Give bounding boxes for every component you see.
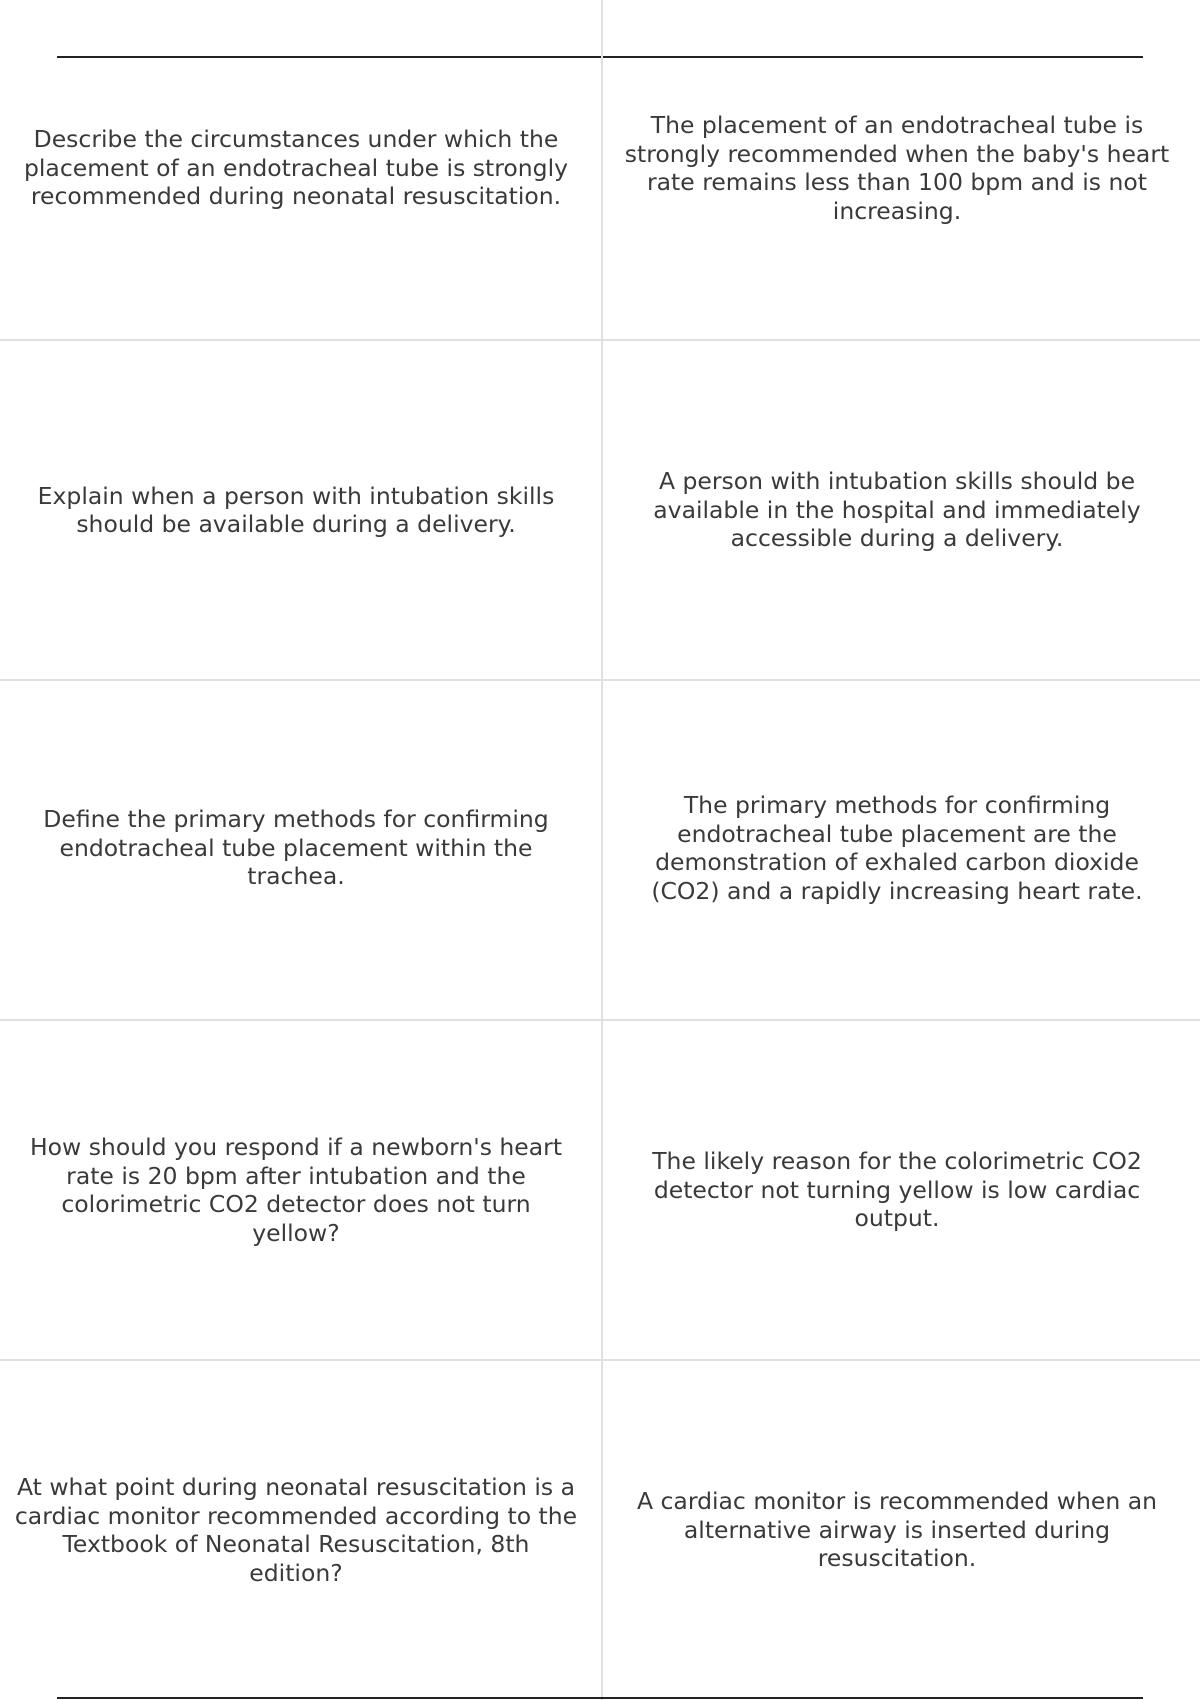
question-text: Define the primary methods for confirming endotracheal tube placement within the trachea. (43, 805, 549, 891)
card-answer (612, 420, 1182, 600)
answer-text: A person with intubation skills should be available in the hospital and immediately accessible during a delivery. (653, 467, 1141, 553)
top-rule (57, 56, 1143, 58)
card-question (8, 78, 584, 258)
answer-text: The likely reason for the colorimetric CO2 detector not turning yellow is low cardiac output. (652, 1147, 1142, 1233)
question-text: How should you respond if a newborn's heart rate is 20 bpm after intubation and the colorimetric CO2 detector does not turn yellow? (29, 1133, 563, 1247)
card-question (8, 758, 584, 938)
row-divider (0, 1019, 1200, 1021)
answer-text: The placement of an endotracheal tube is strongly recommended when the baby's heart rate remains less than 100 bpm and is not increasing. (624, 111, 1170, 225)
row-divider (0, 679, 1200, 681)
card-answer (612, 758, 1182, 938)
row-divider (0, 339, 1200, 341)
column-divider (601, 0, 603, 1700)
answer-text: A cardiac monitor is recommended when an alternative airway is inserted during resuscitation. (636, 1487, 1158, 1573)
question-text: Describe the circumstances under which the placement of an endotracheal tube is strongly recommended during neonatal resuscitation. (23, 125, 569, 211)
card-question (8, 1100, 584, 1280)
answer-text: The primary methods for confirming endotracheal tube placement are the demonstration of exhaled carbon dioxide (CO2) and a rapidly increasing heart rate. (651, 791, 1143, 905)
card-answer (612, 78, 1182, 258)
question-text: Explain when a person with intubation skills should be available during a delivery. (37, 481, 555, 538)
question-text: At what point during neonatal resuscitation is a cardiac monitor recommended according to the Textbook of Neonatal Resuscitation, 8th edition? (14, 1473, 578, 1587)
card-answer (612, 1440, 1182, 1620)
bottom-rule (57, 1697, 1143, 1699)
card-answer (612, 1100, 1182, 1280)
card-question (8, 1440, 584, 1620)
row-divider (0, 1359, 1200, 1361)
card-question (8, 420, 584, 600)
